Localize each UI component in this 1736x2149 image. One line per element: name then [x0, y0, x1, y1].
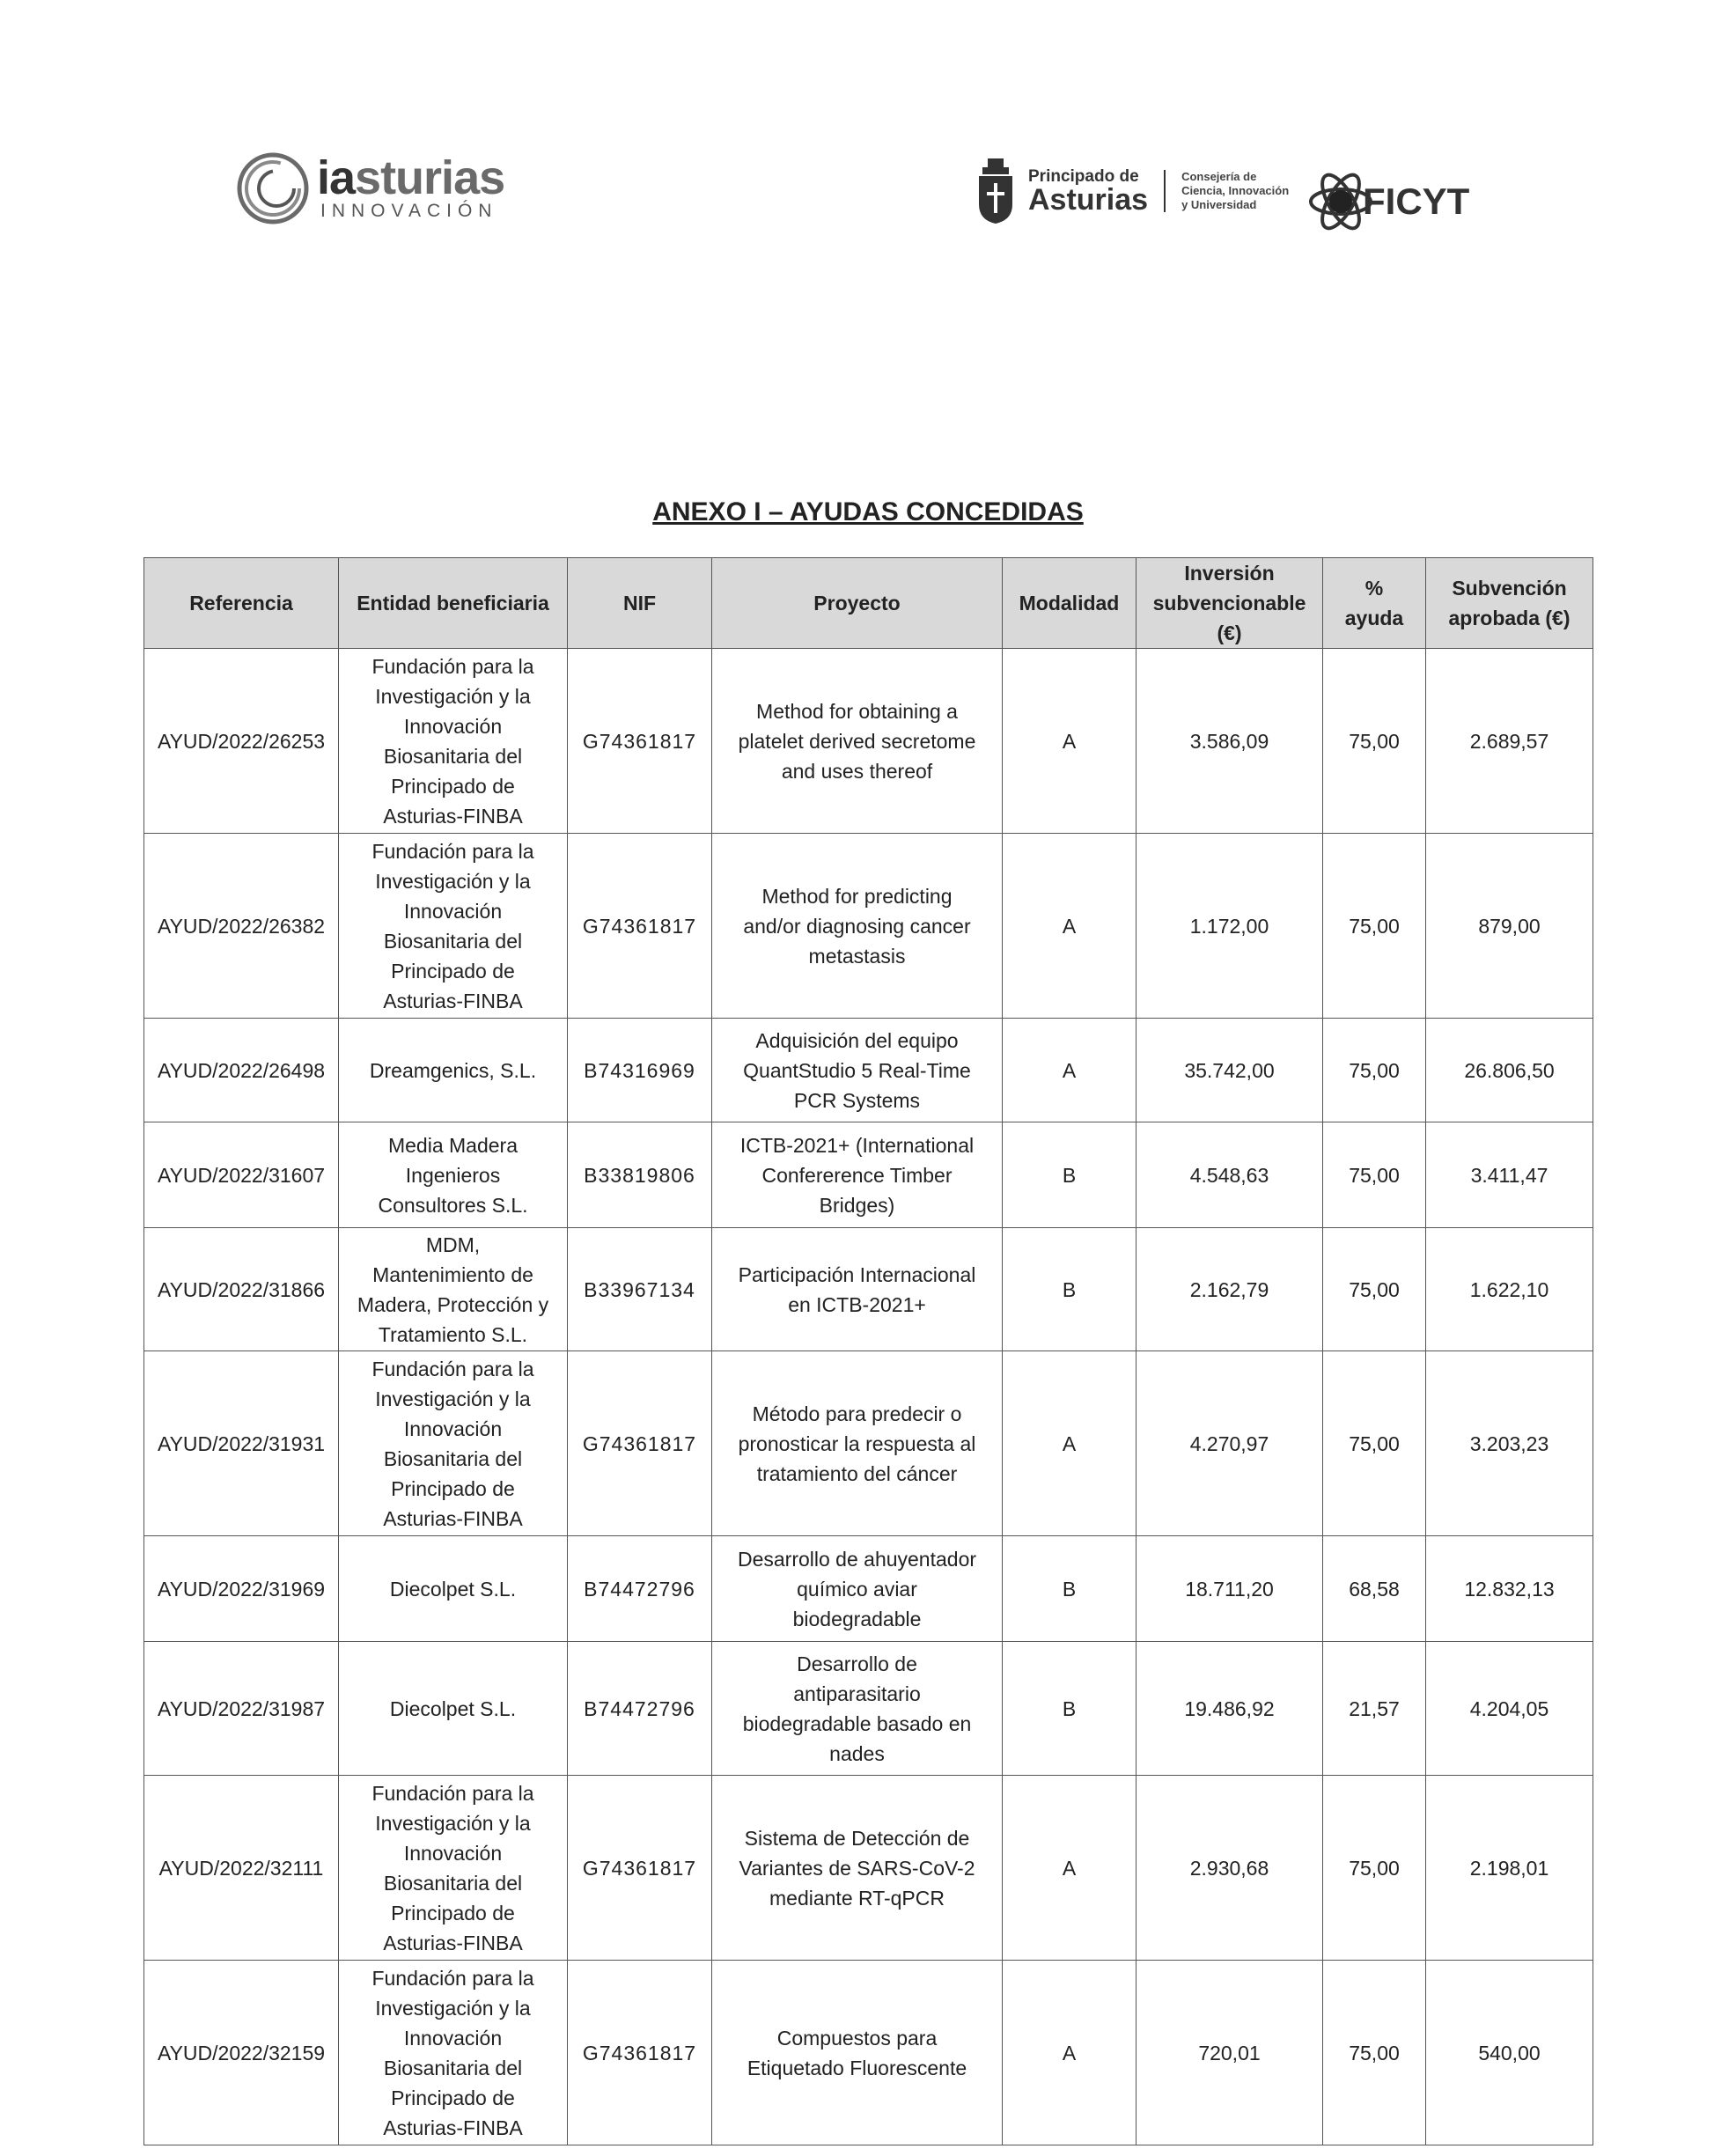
cell-subvencion: 2.689,57	[1426, 649, 1593, 834]
cell-ayuda: 75,00	[1323, 649, 1426, 834]
cell-referencia: AYUD/2022/26498	[144, 1019, 339, 1122]
column-header-proyecto: Proyecto	[712, 558, 1003, 649]
cell-proyecto: Desarrollo de antiparasitario biodegradable basado en nades	[712, 1642, 1003, 1776]
cell-entidad: Dreamgenics, S.L.	[339, 1019, 568, 1122]
iasturias-wordmark: iasturias	[317, 151, 505, 204]
cell-entidad: Diecolpet S.L.	[339, 1536, 568, 1642]
cell-nif: G74361817	[568, 1351, 712, 1536]
cell-inversion: 35.742,00	[1136, 1019, 1323, 1122]
cell-ayuda: 75,00	[1323, 1961, 1426, 2145]
cell-proyecto: ICTB-2021+ (International Confererence Timber Bridges)	[712, 1122, 1003, 1228]
cell-proyecto: Desarrollo de ahuyentador químico aviar biodegradable	[712, 1536, 1003, 1642]
cell-ayuda: 75,00	[1323, 1122, 1426, 1228]
cell-entidad: Fundación para la Investigación y la Innovación Biosanitaria del Principado de Asturias-FINBA	[339, 1961, 568, 2145]
cell-proyecto: Method for predicting and/or diagnosing cancer metastasis	[712, 834, 1003, 1019]
cell-proyecto: Compuestos para Etiquetado Fluorescente	[712, 1961, 1003, 2145]
cell-referencia: AYUD/2022/31607	[144, 1122, 339, 1228]
principado-small-text: Principado de	[1028, 166, 1139, 186]
cell-ayuda: 75,00	[1323, 1228, 1426, 1351]
cell-inversion: 4.270,97	[1136, 1351, 1323, 1536]
cell-inversion: 3.586,09	[1136, 649, 1323, 834]
column-header-referencia: Referencia	[144, 558, 339, 649]
cell-nif: B74472796	[568, 1536, 712, 1642]
cell-entidad: Fundación para la Investigación y la Innovación Biosanitaria del Principado de Asturias-FINBA	[339, 1351, 568, 1536]
cell-inversion: 2.930,68	[1136, 1776, 1323, 1961]
table-row	[144, 649, 1593, 834]
cell-modalidad: B	[1003, 1642, 1136, 1776]
cell-proyecto: Method for obtaining a platelet derived secretome and uses thereof	[712, 649, 1003, 834]
cell-nif: B33967134	[568, 1228, 712, 1351]
cell-proyecto: Sistema de Detección de Variantes de SARS-CoV-2 mediante RT-qPCR	[712, 1776, 1003, 1961]
cell-proyecto: Participación Internacional en ICTB-2021+	[712, 1228, 1003, 1351]
cell-referencia: AYUD/2022/32111	[144, 1776, 339, 1961]
table-row	[144, 1642, 1593, 1776]
ficyt-wordmark: FICYT	[1363, 180, 1470, 222]
ficyt-logo	[1306, 167, 1469, 236]
iasturias-ring-icon	[236, 151, 310, 225]
cell-inversion: 4.548,63	[1136, 1122, 1323, 1228]
cell-modalidad: B	[1003, 1228, 1136, 1351]
cell-subvencion: 3.411,47	[1426, 1122, 1593, 1228]
cell-subvencion: 879,00	[1426, 834, 1593, 1019]
cell-entidad: Diecolpet S.L.	[339, 1642, 568, 1776]
cell-ayuda: 68,58	[1323, 1536, 1426, 1642]
table-row	[144, 1536, 1593, 1642]
cell-subvencion: 26.806,50	[1426, 1019, 1593, 1122]
logo-separator	[1164, 170, 1166, 212]
cell-nif: G74361817	[568, 834, 712, 1019]
iasturias-logo	[236, 151, 504, 225]
cell-subvencion: 540,00	[1426, 1961, 1593, 2145]
table-row	[144, 1019, 1593, 1122]
cell-subvencion: 4.204,05	[1426, 1642, 1593, 1776]
cell-subvencion: 3.203,23	[1426, 1351, 1593, 1536]
page-title: ANEXO I – AYUDAS CONCEDIDAS	[652, 497, 1084, 526]
cell-nif: B33819806	[568, 1122, 712, 1228]
coat-of-arms-icon	[977, 158, 1014, 224]
table-header	[144, 558, 1593, 649]
cell-referencia: AYUD/2022/32159	[144, 1961, 339, 2145]
cell-modalidad: B	[1003, 1122, 1136, 1228]
cell-ayuda: 75,00	[1323, 1019, 1426, 1122]
column-header-modalidad: Modalidad	[1003, 558, 1136, 649]
cell-inversion: 720,01	[1136, 1961, 1323, 2145]
column-header-subvencion: Subvención aprobada (€)	[1426, 558, 1593, 649]
cell-inversion: 2.162,79	[1136, 1228, 1323, 1351]
cell-ayuda: 75,00	[1323, 834, 1426, 1019]
principado-big-text: Asturias	[1028, 182, 1149, 217]
column-header-nif: NIF	[568, 558, 712, 649]
cell-referencia: AYUD/2022/31866	[144, 1228, 339, 1351]
cell-ayuda: 75,00	[1323, 1776, 1426, 1961]
cell-modalidad: A	[1003, 1776, 1136, 1961]
cell-ayuda: 21,57	[1323, 1642, 1426, 1776]
grants-table	[143, 557, 1593, 2145]
cell-subvencion: 1.622,10	[1426, 1228, 1593, 1351]
cell-modalidad: A	[1003, 1351, 1136, 1536]
cell-entidad: Fundación para la Investigación y la Innovación Biosanitaria del Principado de Asturias-FINBA	[339, 649, 568, 834]
table-row	[144, 1776, 1593, 1961]
cell-nif: B74316969	[568, 1019, 712, 1122]
cell-proyecto: Adquisición del equipo QuantStudio 5 Real-Time PCR Systems	[712, 1019, 1003, 1122]
cell-nif: G74361817	[568, 1961, 712, 2145]
column-header-entidad: Entidad beneficiaria	[339, 558, 568, 649]
consejeria-text: Consejería de Ciencia, Innovación y Universidad	[1181, 170, 1290, 211]
table-row	[144, 1961, 1593, 2145]
column-header-ayuda: % ayuda	[1323, 558, 1426, 649]
cell-proyecto: Método para predecir o pronosticar la respuesta al tratamiento del cáncer	[712, 1351, 1003, 1536]
table-row	[144, 834, 1593, 1019]
cell-modalidad: B	[1003, 1536, 1136, 1642]
cell-subvencion: 2.198,01	[1426, 1776, 1593, 1961]
cell-entidad: MDM, Mantenimiento de Madera, Protección y Tratamiento S.L.	[339, 1228, 568, 1351]
cell-modalidad: A	[1003, 1961, 1136, 2145]
table-row	[144, 1228, 1593, 1351]
table-row	[144, 1122, 1593, 1228]
cell-modalidad: A	[1003, 834, 1136, 1019]
cell-inversion: 1.172,00	[1136, 834, 1323, 1019]
cell-entidad: Media Madera Ingenieros Consultores S.L.	[339, 1122, 568, 1228]
table-body	[144, 649, 1593, 2145]
cell-modalidad: A	[1003, 1019, 1136, 1122]
cell-nif: G74361817	[568, 649, 712, 834]
cell-modalidad: A	[1003, 649, 1136, 834]
cell-inversion: 18.711,20	[1136, 1536, 1323, 1642]
cell-inversion: 19.486,92	[1136, 1642, 1323, 1776]
iasturias-subtitle: INNOVACIÓN	[320, 201, 498, 221]
principado-logo	[977, 158, 1305, 224]
cell-entidad: Fundación para la Investigación y la Innovación Biosanitaria del Principado de Asturias-FINBA	[339, 834, 568, 1019]
cell-referencia: AYUD/2022/26382	[144, 834, 339, 1019]
cell-nif: B74472796	[568, 1642, 712, 1776]
cell-referencia: AYUD/2022/31931	[144, 1351, 339, 1536]
table-row	[144, 1351, 1593, 1536]
cell-ayuda: 75,00	[1323, 1351, 1426, 1536]
cell-referencia: AYUD/2022/31987	[144, 1642, 339, 1776]
cell-referencia: AYUD/2022/26253	[144, 649, 339, 834]
column-header-inversion: Inversión subvencionable (€)	[1136, 558, 1323, 649]
cell-entidad: Fundación para la Investigación y la Innovación Biosanitaria del Principado de Asturias-FINBA	[339, 1776, 568, 1961]
cell-referencia: AYUD/2022/31969	[144, 1536, 339, 1642]
cell-subvencion: 12.832,13	[1426, 1536, 1593, 1642]
cell-nif: G74361817	[568, 1776, 712, 1961]
